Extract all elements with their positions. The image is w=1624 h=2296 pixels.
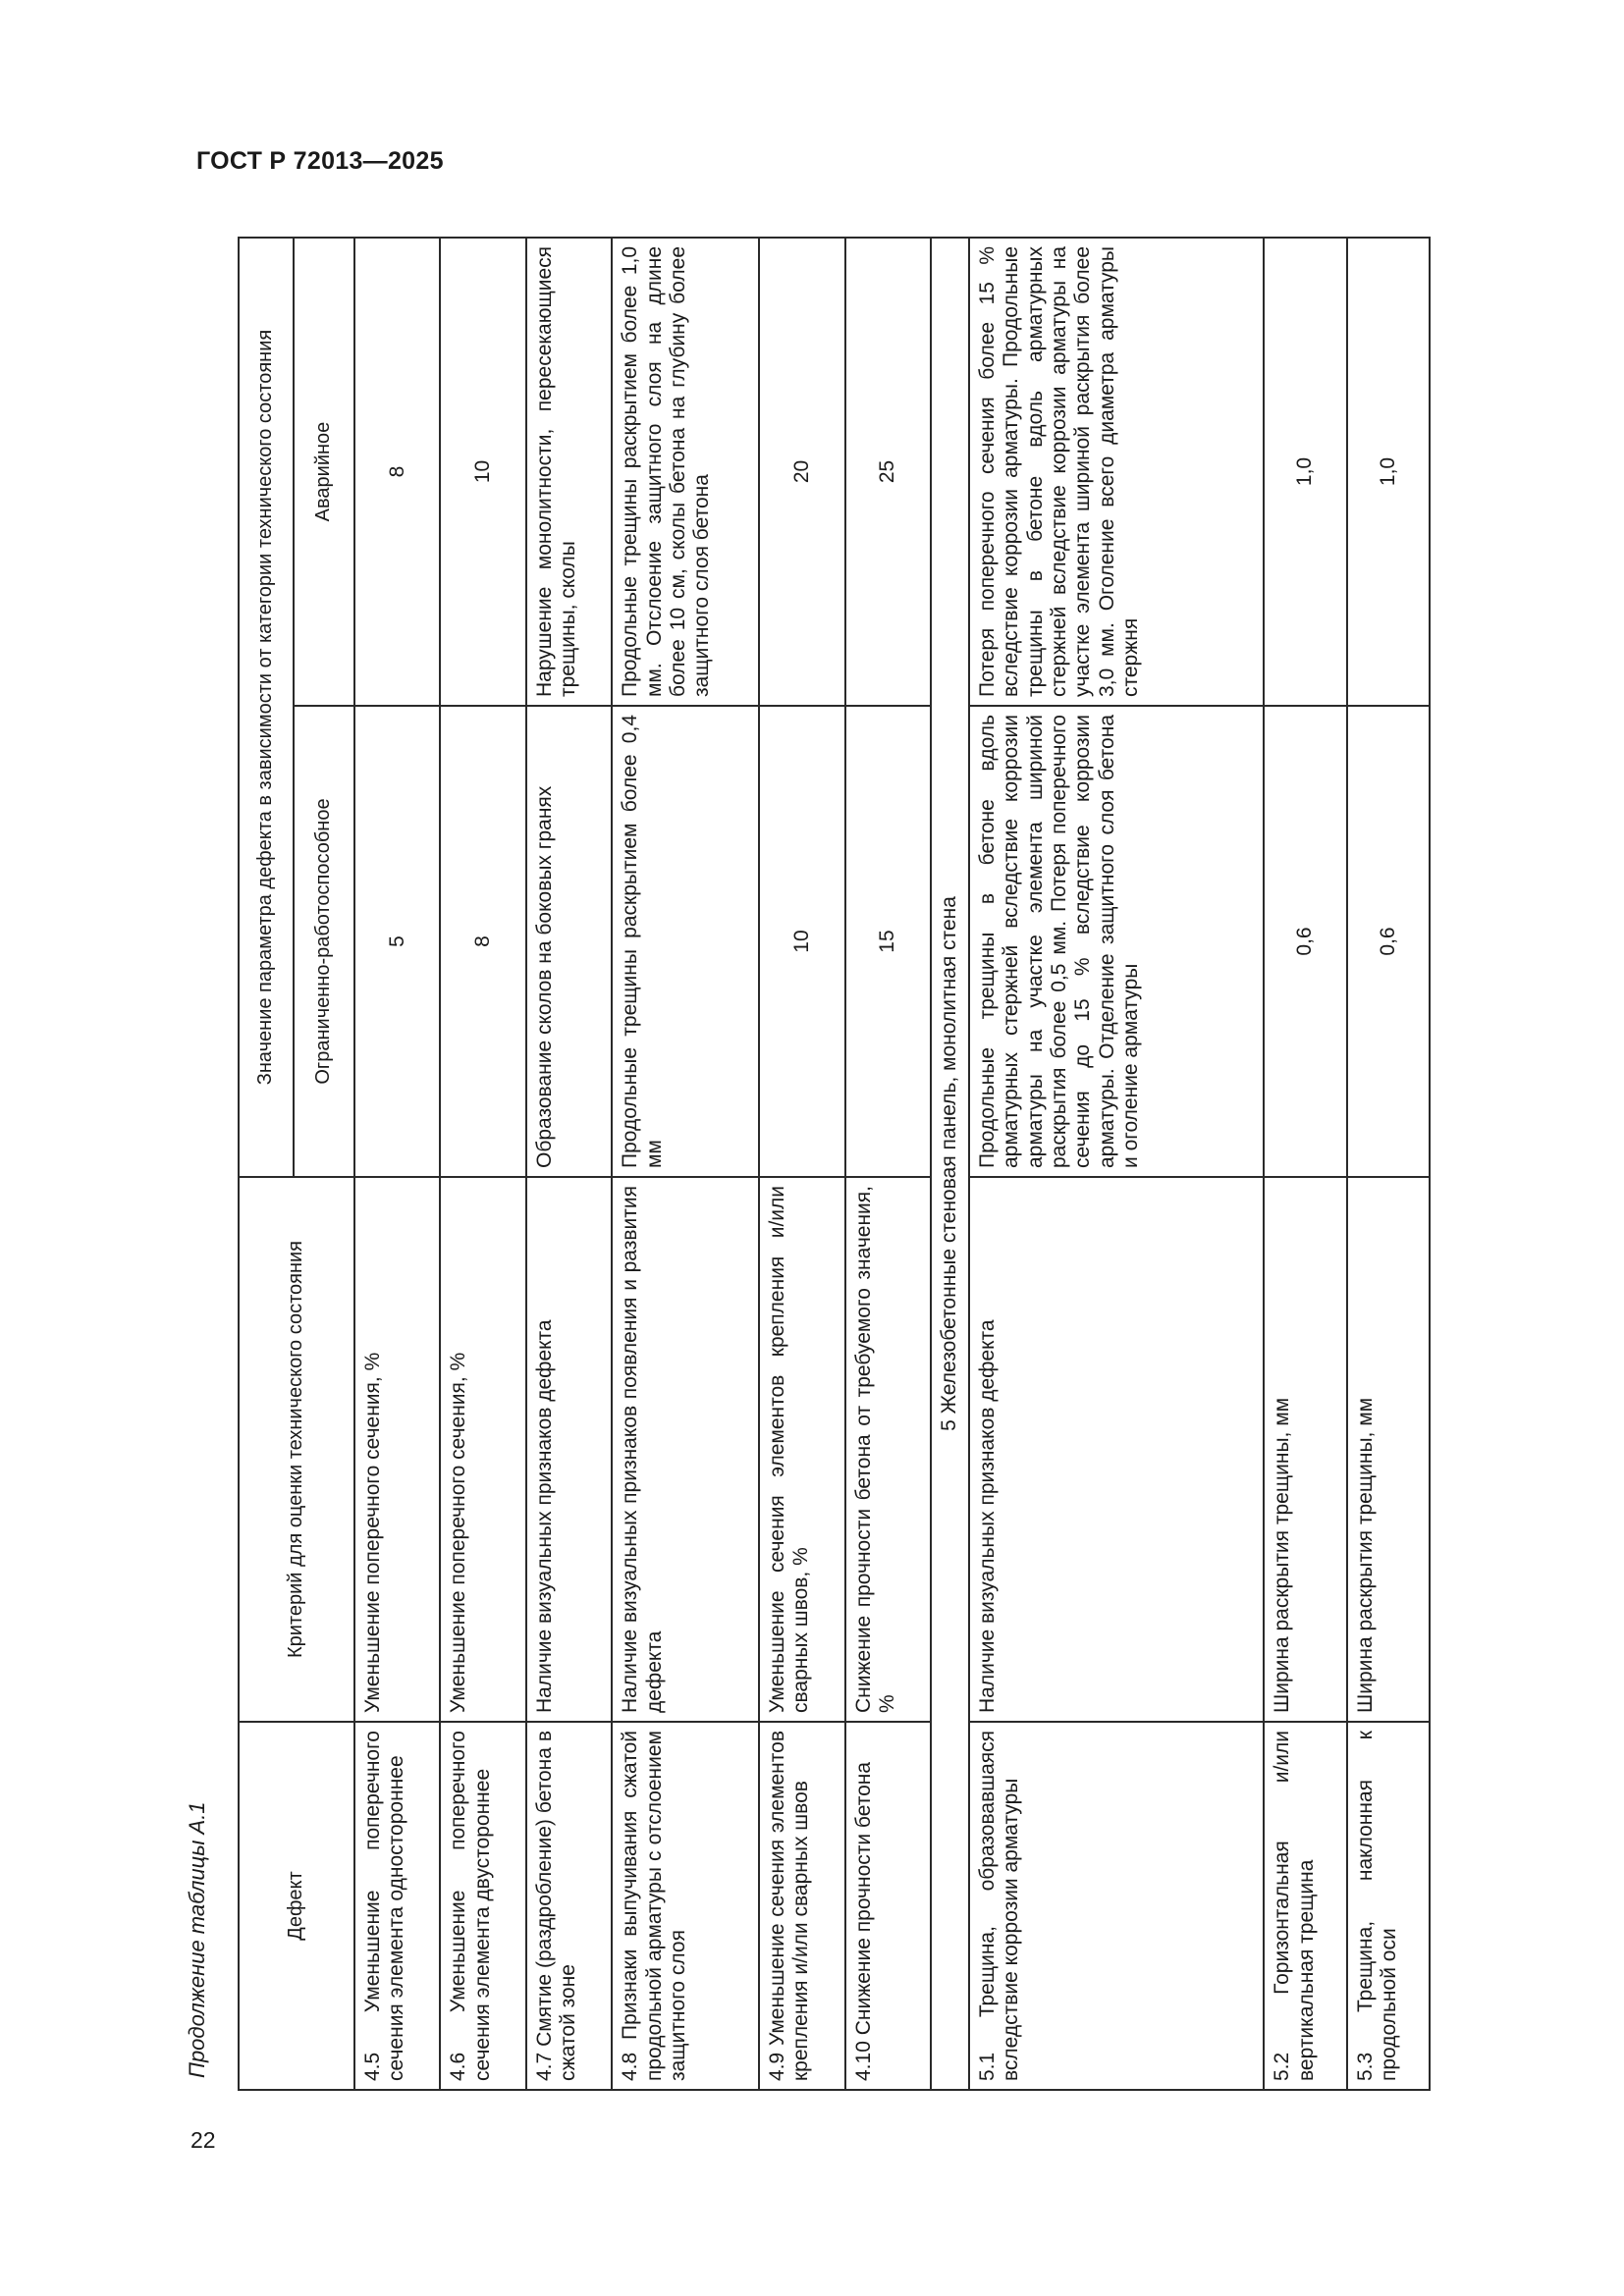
defect-cell: 5.3 Трещина, наклонная к продольной оси — [1347, 1722, 1430, 2090]
limited-value-cell: 10 — [759, 706, 844, 1177]
criterion-cell: Уменьшение поперечного сечения, % — [354, 1177, 440, 1722]
criterion-cell: Ширина раскрытия трещины, мм — [1347, 1177, 1430, 1722]
header-criterion: Критерий для оценки технического состояния — [239, 1177, 354, 1722]
section-row — [931, 238, 969, 2090]
defect-cell: 4.5 Уменьшение поперечного сечения элемента одностороннее — [354, 1722, 440, 2090]
emergency-value-cell: 1,0 — [1264, 238, 1346, 706]
criterion-cell: Уменьшение сечения элементов крепления и/или сварных швов, % — [759, 1177, 844, 1722]
criterion-cell: Снижение прочности бетона от требуемого значения, % — [845, 1177, 931, 1722]
criterion-cell: Ширина раскрытия трещины, мм — [1264, 1177, 1346, 1722]
criterion-cell: Наличие визуальных признаков дефекта — [526, 1177, 612, 1722]
criterion-cell: Наличие визуальных признаков дефекта — [969, 1177, 1264, 1722]
table-header-row — [239, 238, 294, 2090]
table-row — [612, 238, 759, 2090]
table-row — [759, 238, 844, 2090]
table-row — [969, 238, 1264, 2090]
emergency-value-cell: 25 — [845, 238, 931, 706]
defect-cell: 5.1 Трещина, образовавшаяся вследствие коррозии арматуры — [969, 1722, 1264, 2090]
defect-cell: 4.7 Смятие (раздробление) бетона в сжатой зоне — [526, 1722, 612, 2090]
page-number: 22 — [190, 2127, 216, 2153]
emergency-value-cell: 10 — [440, 238, 525, 706]
defect-cell: 4.6 Уменьшение поперечного сечения элемента двустороннее — [440, 1722, 525, 2090]
header-value-group: Значение параметра дефекта в зависимости от категории технического состояния — [239, 238, 294, 1177]
document-code: ГОСТ Р 72013—2025 — [196, 147, 444, 175]
defects-table — [238, 237, 1431, 2091]
limited-value-cell: 0,6 — [1347, 706, 1430, 1177]
criterion-cell: Наличие визуальных признаков появления и развития дефекта — [612, 1177, 759, 1722]
table-caption: Продолжение таблицы А.1 — [185, 1801, 209, 2078]
table-row — [526, 238, 612, 2090]
emergency-value-cell: Нарушение монолитности, пересекающиеся трещины, сколы — [526, 238, 612, 706]
emergency-value-cell: 8 — [354, 238, 440, 706]
limited-value-cell: 8 — [440, 706, 525, 1177]
emergency-value-cell: 1,0 — [1347, 238, 1430, 706]
emergency-value-cell: Потеря поперечного сечения более 15 % вследствие коррозии арматуры. Продольные трещины в бетоне вдоль арматурных стержней вследствие коррозии арматуры на участке элемента шириной раскрытия более 3,0 мм. Оголение всего диаметра арматуры стержня — [969, 238, 1264, 706]
defect-cell: 4.10 Снижение прочности бетона — [845, 1722, 931, 2090]
criterion-cell: Уменьшение поперечного сечения, % — [440, 1177, 525, 1722]
limited-value-cell: Продольные трещины раскрытием более 0,4 мм — [612, 706, 759, 1177]
header-emergency: Аварийное — [294, 238, 354, 706]
limited-value-cell: Продольные трещины в бетоне вдоль арматурных стержней вследствие коррозии арматуры на участке элемента шириной раскрытия более 0,5 мм. Потеря поперечного сечения до 15 % вследствие коррозии арматуры. Отделение защитного слоя бетона и оголение арматуры — [969, 706, 1264, 1177]
header-limited: Ограниченно-работоспособное — [294, 706, 354, 1177]
limited-value-cell: Образование сколов на боковых гранях — [526, 706, 612, 1177]
emergency-value-cell: Продольные трещины раскрытием более 1,0 мм. Отслоение защитного слоя на длине более 10 см, сколы бетона на глубину более защитного слоя бетона — [612, 238, 759, 706]
defect-cell: 5.2 Горизонтальная и/или вертикальная трещина — [1264, 1722, 1346, 2090]
limited-value-cell: 0,6 — [1264, 706, 1346, 1177]
table-row — [845, 238, 931, 2090]
section-title: 5 Железобетонные стеновая панель, монолитная стена — [931, 238, 969, 2090]
rotated-table-wrapper — [238, 239, 1431, 2091]
table-row — [354, 238, 440, 2090]
defect-cell: 4.8 Признаки выпучивания сжатой продольной арматуры с отслоением защитного слоя — [612, 1722, 759, 2090]
limited-value-cell: 15 — [845, 706, 931, 1177]
table-row — [1264, 238, 1346, 2090]
table-row — [1347, 238, 1430, 2090]
emergency-value-cell: 20 — [759, 238, 844, 706]
header-defect: Дефект — [239, 1722, 354, 2090]
defect-cell: 4.9 Уменьшение сечения элементов крепления и/или сварных швов — [759, 1722, 844, 2090]
table-row — [440, 238, 525, 2090]
limited-value-cell: 5 — [354, 706, 440, 1177]
